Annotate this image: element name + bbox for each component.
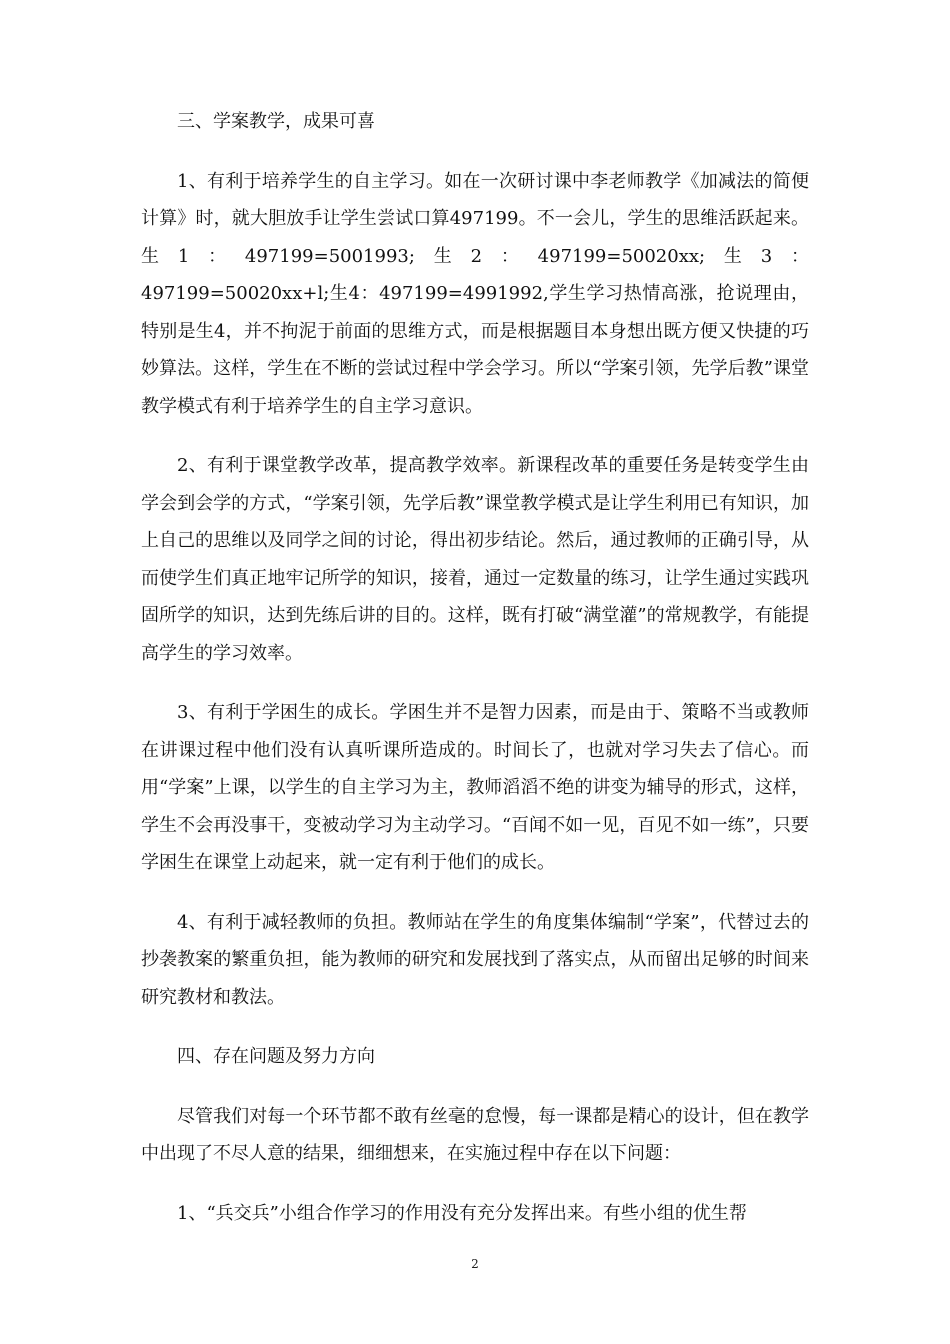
paragraph-classroom-reform: 2、有利于课堂教学改革，提高教学效率。新课程改革的重要任务是转变学生由学会到会学的方式，“学案引领，先学后教”课堂教学模式是让学生利用已有知识，加上自己的思维以及同学之间的讨论，得出初步结论。然后，通过教师的正确引导，从而使学生们真正地牢记所学的知识，接着，通过一定数量的练习，让学生通过实践巩固所学的知识，达到先练后讲的目的。这样，既有打破“满堂灌”的常规教学，有能提高学生的学习效率。 bbox=[141, 455, 809, 664]
document-body bbox=[141, 103, 809, 1254]
paragraph-problems-intro: 尽管我们对每一个环节都不敢有丝毫的怠慢，每一课都是精心的设计，但在教学中出现了不尽人意的结果，细细想来，在实施过程中存在以下问题： bbox=[141, 1105, 809, 1164]
page-number: 2 bbox=[471, 1257, 479, 1271]
section-heading-3: 三、学案教学，成果可喜 bbox=[177, 111, 375, 132]
paragraph-struggling-students: 3、有利于学困生的成长。学困生并不是智力因素，而是由于、策略不当或教师在讲课过程中他们没有认真听课所造成的。时间长了，也就对学习失去了信心。而用“学案”上课，以学生的自主学习为主，教师滔滔不绝的讲变为辅导的形式，这样，学生不会再没事干，变被动学习为主动学习。“百闻不如一见，百见不如一练”，只要学困生在课堂上动起来，就一定有利于他们的成长。 bbox=[141, 702, 809, 873]
section-heading-4: 四、存在问题及努力方向 bbox=[177, 1046, 375, 1067]
paragraph-teacher-burden: 4、有利于减轻教师的负担。教师站在学生的角度集体编制“学案”，代替过去的抄袭教案的繁重负担，能为教师的研究和发展找到了落实点，从而留出足够的时间来研究教材和教法。 bbox=[141, 911, 809, 1008]
paragraph-self-study: 1、有利于培养学生的自主学习。如在一次研讨课中李老师教学《加减法的简便计算》时，就大胆放手让学生尝试口算497199。不一会儿，学生的思维活跃起来。生1：497199=5001993;生2：497199=50020xx;生3：497199=50020xx+l;生4：497199=4991992,学生学习热情高涨，抢说理由，特别是生4，并不拘泥于前面的思维方式，而是根据题目本身想出既方便又快捷的巧妙算法。这样，学生在不断的尝试过程中学会学习。所以“学案引领，先学后教”课堂教学模式有利于培养学生的自主学习意识。 bbox=[141, 170, 809, 417]
paragraph-group-learning: 1、“兵交兵”小组合作学习的作用没有充分发挥出来。有些小组的优生帮 bbox=[177, 1202, 747, 1224]
